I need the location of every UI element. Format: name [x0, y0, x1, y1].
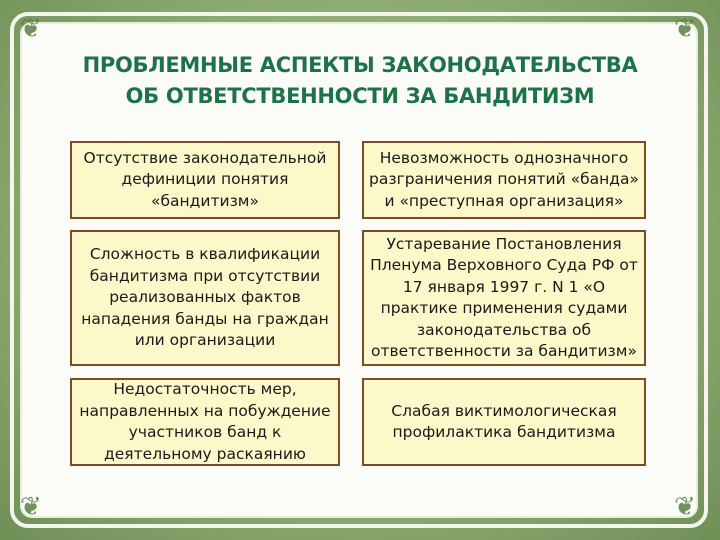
problem-text: Отсутствие законодательной дефиниции понятия «бандитизм» — [83, 148, 327, 210]
problem-box-left-1 — [70, 141, 340, 219]
problem-box-right-3 — [362, 378, 646, 466]
slide-title — [0, 50, 720, 112]
problem-text: Слабая виктимологическая профилактика бандитизма — [391, 401, 617, 441]
problem-text: Невозможность однозначного разграничения понятий «банда» и «преступная организация» — [369, 148, 639, 210]
problem-box-left-3 — [70, 378, 340, 466]
problem-text: Недостаточность мер, направленных на побуждение участников банд к деятельному раскаянию — [79, 380, 331, 463]
vine-ornament-icon: ❦ — [20, 14, 42, 44]
vine-ornament-icon: ❦ — [674, 14, 696, 44]
title-line-1: ПРОБЛЕМНЫЕ АСПЕКТЫ ЗАКОНОДАТЕЛЬСТВА — [82, 53, 638, 77]
problem-box-right-2 — [362, 230, 646, 366]
problem-text: Устаревание Постановления Пленума Верховного Суда РФ от 17 января 1997 г. N 1 «О практике применения судами законодательства об ответственности за бандитизм» — [370, 234, 638, 360]
vine-ornament-icon: ❦ — [674, 492, 696, 522]
problem-box-left-2 — [70, 230, 340, 366]
problem-box-right-1 — [362, 141, 646, 219]
vine-ornament-icon: ❦ — [20, 492, 42, 522]
problem-text: Сложность в квалификации бандитизма при отсутствии реализованных фактов нападения банды на граждан или организации — [81, 245, 329, 350]
title-line-2: ОБ ОТВЕТСТВЕННОСТИ ЗА БАНДИТИЗМ — [125, 84, 595, 108]
